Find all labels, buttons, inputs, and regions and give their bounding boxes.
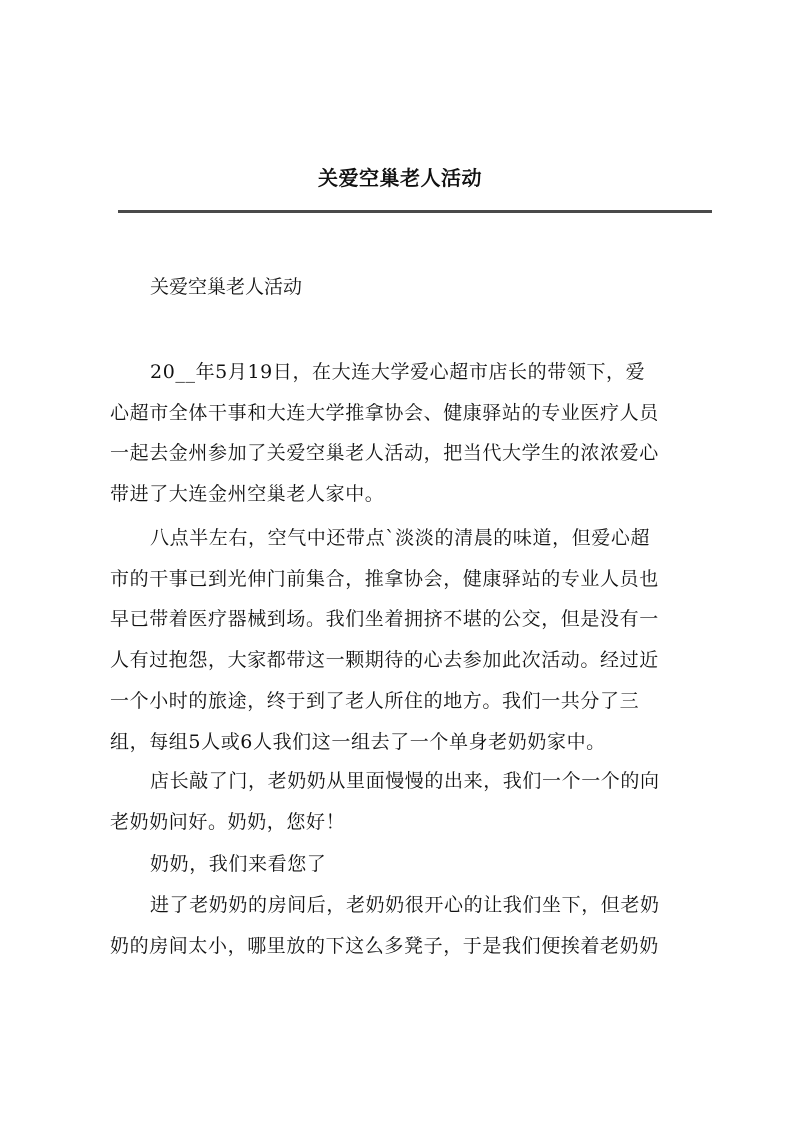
paragraph-line: 一个小时的旅途，终于到了老人所住的地方。我们一共分了三 [110,689,640,712]
paragraph-line: 20__年5月19日，在大连大学爱心超市店长的带领下，爱 [150,361,646,383]
paragraph-line: 进了老奶奶的房间后，老奶奶很开心的让我们坐下，但老奶 [150,894,660,916]
paragraph-line: 奶奶，我们来看您了 [150,853,327,875]
paragraph-1 [110,352,710,515]
paragraph-4 [110,844,710,885]
paragraph-line: 早已带着医疗器械到场。我们坐着拥挤不堪的公交，但是没有一 [110,608,659,631]
paragraph-line: 店长敲了门，老奶奶从里面慢慢的出来，我们一个一个的向 [150,770,660,792]
paragraph-line: 带进了大连金州空巢老人家中。 [110,483,385,506]
paragraph-line: 奶的房间太小，哪里放的下这么多凳子，于是我们便挨着老奶奶 [110,934,659,957]
paragraph-line: 市的干事已到光伸门前集合，推拿协会，健康驿站的专业人员也 [110,567,659,590]
page-header-title: 关爱空巢老人活动 [318,166,482,190]
paragraph-5 [110,885,710,966]
header-divider [118,210,712,213]
document-heading: 关爱空巢老人活动 [150,276,303,298]
paragraph-line: 心超市全体干事和大连大学推拿协会、健康驿站的专业医疗人员 [110,401,659,424]
paragraph-line: 老奶奶问好。奶奶，您好！ [110,810,346,833]
paragraph-2 [110,518,710,762]
paragraph-line: 一起去金州参加了关爱空巢老人活动，把当代大学生的浓浓爱心 [110,442,659,465]
paragraph-3 [110,761,710,842]
paragraph-line: 组，每组5人或6人我们这一组去了一个单身老奶奶家中。 [110,730,606,753]
paragraph-line: 人有过抱怨，大家都带这一颗期待的心去参加此次活动。经过近 [110,649,659,672]
paragraph-line: 八点半左右，空气中还带点`淡淡的清晨的味道，但爱心超 [150,527,651,549]
